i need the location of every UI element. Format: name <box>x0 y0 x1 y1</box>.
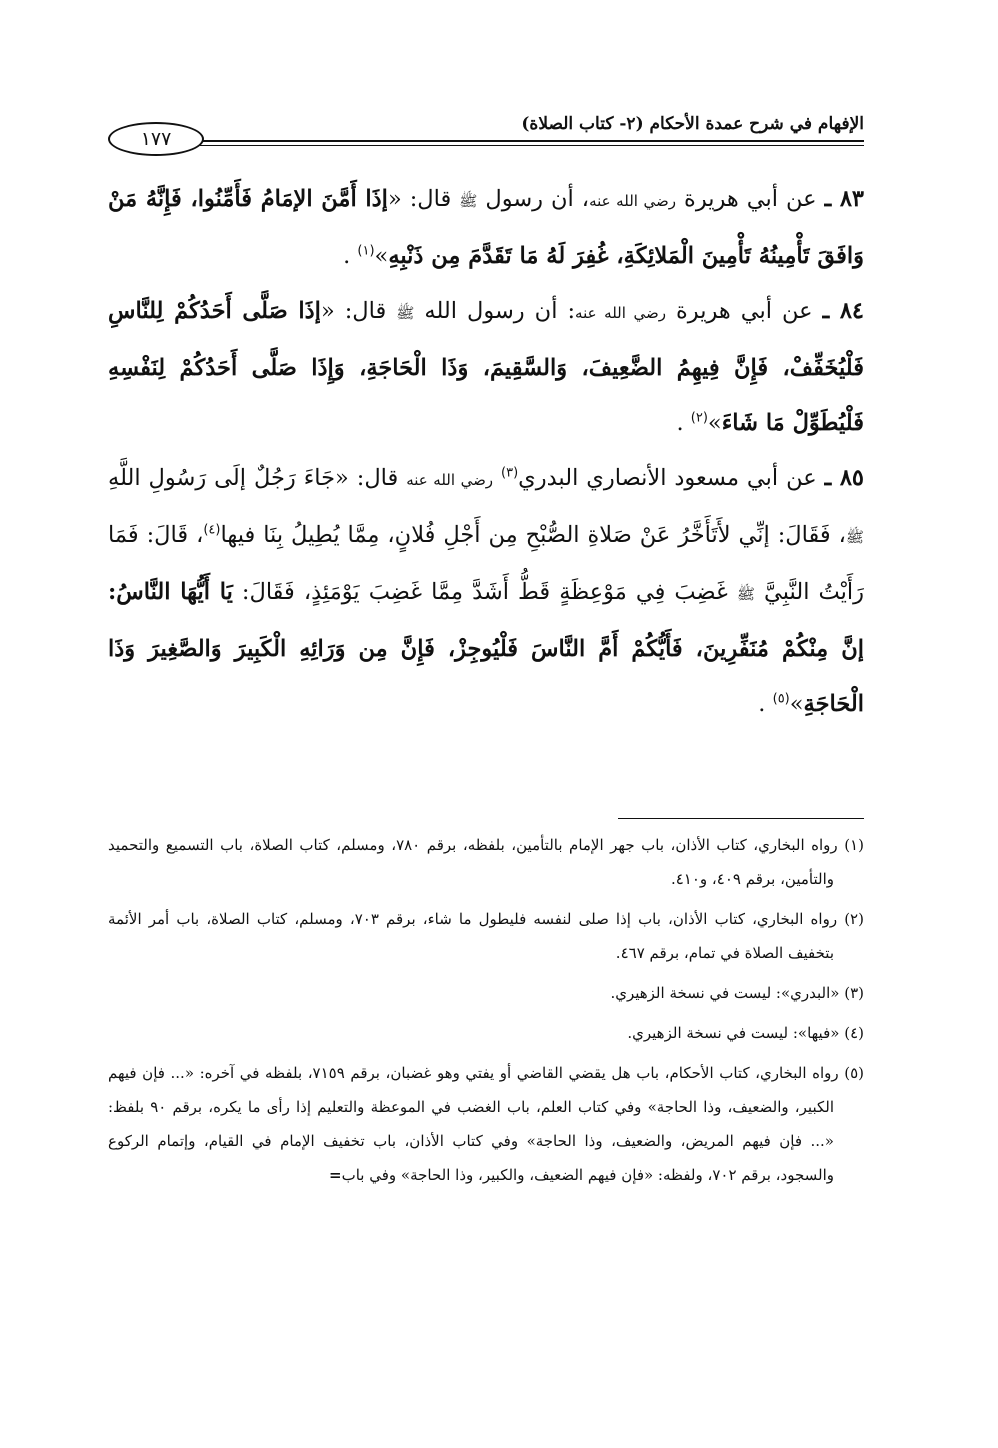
footnote-number: (٥) <box>844 1064 864 1082</box>
hadith-intro: عن أبي هريرة <box>684 186 817 212</box>
honorific-salallahu: ﷺ <box>459 192 478 210</box>
footnote-ref: (٥) <box>772 691 790 707</box>
hadith-intro: : أن رسول الله <box>424 298 576 324</box>
continuation-mark: = <box>329 1166 342 1184</box>
footnote-number: (٢) <box>844 910 864 928</box>
footnote-number: (١) <box>844 836 864 854</box>
hadith-intro: عن أبي مسعود الأنصاري البدري <box>518 465 817 491</box>
period: . <box>758 691 773 717</box>
hadith-84 <box>108 284 864 451</box>
quote-close: » <box>374 243 389 269</box>
honorific-radiallahu: رضي الله عنه <box>589 192 677 210</box>
footnote-ref: (٢) <box>690 410 708 426</box>
honorific-salallahu: ﷺ <box>736 585 755 603</box>
hadith-text: إذَا صَلَّى أَحَدُكُمْ لِلنَّاسِ فَلْيُخَفِّفْ، فَإِنَّ فِيهِمُ الضَّعِيفَ، وَالسَّقِيمَ، وَذَا الْحَاجَةِ، وَإِذَا صَلَّى أَحَدُكُمْ لِنَفْسِهِ فَلْيُطَوِّلْ مَا شَاءَ <box>108 298 864 436</box>
hadith-number: ٨٥ ـ <box>824 465 864 491</box>
footnote-text: رواه البخاري، كتاب الأذان، باب جهر الإمام بالتأمين، بلفظه، برقم ٧٨٠، ومسلم، كتاب الصلاة، باب التسميع والتحميد والتأمين، برقم ٤٠٩، و٤١٠. <box>108 836 838 888</box>
hadith-text: يَا أَيُّهَا النَّاسُ: إنَّ مِنْكُمْ مُنَفِّرِينَ، فَأَيُّكُمْ أَمَّ النَّاسَ فَلْيُوجِزْ، فَإِنَّ مِن وَرَائِهِ الْكَبِيرَ وَالصَّغِيرَ وَذَا الْحَاجَةِ <box>108 579 864 717</box>
period: . <box>343 243 358 269</box>
page-number: ١٧٧ <box>108 122 204 156</box>
footnote-separator <box>618 818 864 819</box>
quote-close: » <box>789 691 804 717</box>
footnote-number: (٣) <box>844 984 864 1002</box>
hadith-text: إذَا أَمَّنَ الإمَامُ فَأَمِّنُوا، فَإِنَّهُ مَنْ وَافَقَ تَأْمِينُهُ تَأْمِينَ الْمَلائِكَةِ، غُفِرَ لَهُ مَا تَقَدَّمَ مِن ذَنْبِهِ <box>108 186 864 269</box>
hadith-number: ٨٣ ـ <box>824 186 865 212</box>
hadith-intro: عن أبي هريرة <box>676 298 813 324</box>
hadith-intro: قال: « <box>320 298 387 324</box>
footnote-2 <box>108 902 864 970</box>
hadith-narrative: ، قَالَ: فَمَا رَأَيْتُ النَّبِيَّ <box>108 522 864 605</box>
header-rule-thick <box>200 140 864 142</box>
footnote-ref: (٣) <box>501 465 519 481</box>
footnote-number: (٤) <box>844 1024 864 1042</box>
footnote-ref: (٤) <box>203 522 221 538</box>
hadith-number: ٨٤ ـ <box>822 298 865 324</box>
hadith-intro: قال: « <box>387 186 452 212</box>
footnote-1 <box>108 828 864 896</box>
footnote-ref: (١) <box>357 243 375 259</box>
footnotes <box>108 828 864 1198</box>
footnote-text: رواه البخاري، كتاب الأحكام، باب هل يقضي القاضي أو يفتي وهو غضبان، برقم ٧١٥٩، بلفظه في آخره: «... فإن فيهم الكبير، والضعيف، وذا الحاجة» وفي كتاب العلم، باب الغضب في الموعظة والتعليم إذا رأى ما يكره، برقم ٩٠ بلفظ: «... فإن فيهم المريض، والضعيف، وذا الحاجة» وفي كتاب الأذان، باب تخفيف الإمام في القيام، وإتمام الركوع والسجود، برقم ٧٠٢، ولفظه: «فإن فيهم الضعيف، والكبير، وذا الحاجة» وفي باب <box>108 1064 839 1184</box>
footnote-3 <box>108 976 864 1010</box>
running-header <box>108 110 864 156</box>
period: . <box>676 410 691 436</box>
header-title: الإفهام في شرح عمدة الأحكام (٢- كتاب الصلاة) <box>521 114 864 134</box>
hadith-85 <box>108 451 864 732</box>
main-text <box>108 172 864 732</box>
honorific-radiallahu: رضي الله عنه <box>575 304 666 322</box>
hadith-intro: قال: «جَاءَ رَجُلٌ إلَى رَسُولِ اللَّهِ <box>108 465 399 491</box>
quote-close: » <box>707 410 722 436</box>
hadith-narrative: غَضِبَ فِي مَوْعِظَةٍ قَطُّ أَشَدَّ مِمَّا غَضِبَ يَوْمَئِذٍ، فَقَالَ: <box>241 579 728 605</box>
footnote-text: «البدري»: ليست في نسخة الزهيري. <box>610 984 840 1002</box>
footnote-text: «فيها»: ليست في نسخة الزهيري. <box>627 1024 840 1042</box>
footnote-4 <box>108 1016 864 1050</box>
honorific-salallahu: ﷺ <box>845 528 864 546</box>
honorific-radiallahu: رضي الله عنه <box>406 471 494 489</box>
honorific-salallahu: ﷺ <box>396 304 415 322</box>
header-rule-thin <box>200 145 864 146</box>
footnote-5 <box>108 1056 864 1192</box>
hadith-83 <box>108 172 864 284</box>
footnote-text: رواه البخاري، كتاب الأذان، باب إذا صلى لنفسه فليطول ما شاء، برقم ٧٠٣، ومسلم، كتاب الصلاة، باب أمر الأئمة بتخفيف الصلاة في تمام، برقم ٤٦٧. <box>108 910 838 962</box>
hadith-narrative: ، فَقَالَ: إنِّي لأَتَأَخَّرُ عَنْ صَلاةِ الصُّبْحِ مِن أَجْلِ فُلانٍ، مِمَّا يُطِيلُ بِنَا فيها <box>220 522 846 548</box>
hadith-intro: ، أن رسول <box>485 186 590 212</box>
